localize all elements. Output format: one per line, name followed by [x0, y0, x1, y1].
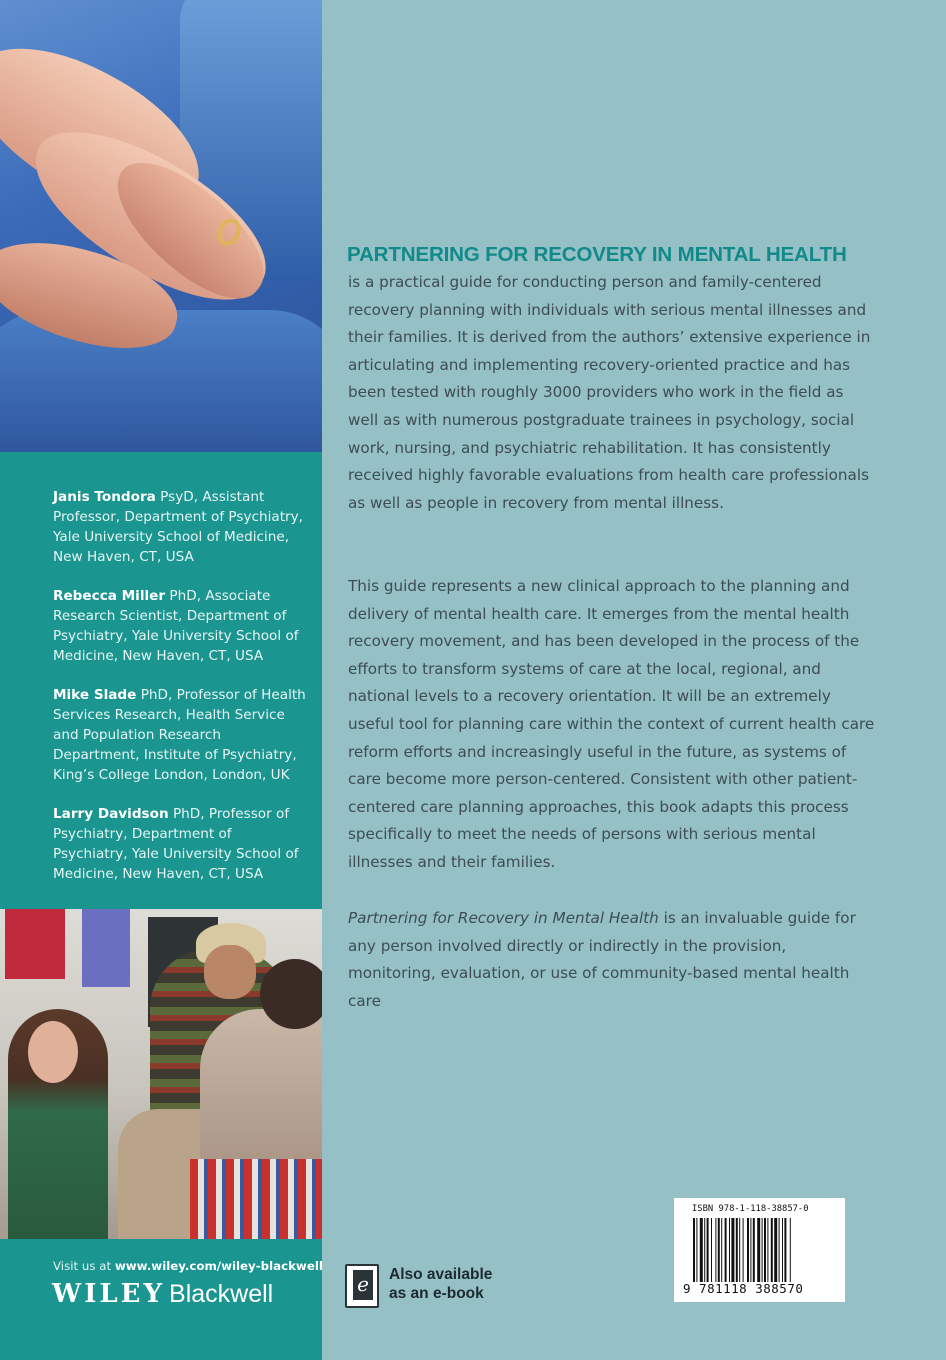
ebook-text [389, 1265, 492, 1303]
ebook-line-2: as an e-book [389, 1285, 484, 1302]
book-title-italic: Partnering for Recovery in Mental Health [348, 909, 659, 927]
author-entry [53, 586, 308, 666]
wiley-blackwell-logo [52, 1279, 273, 1309]
author-bio: PhD, Associate Research Scientist, Department of Psychiatry, Yale University School of Medicine, New Haven, CT, USA [53, 588, 299, 664]
cover-photo-hands [0, 0, 322, 452]
ebook-icon [345, 1264, 379, 1308]
author-bio: PhD, Professor of Health Services Research, Health Service and Population Research Department, Institute of Psychiatry, King’s College London, London, UK [53, 687, 306, 783]
author-bio: PhD, Professor of Psychiatry, Department of Psychiatry, Yale University School of Medicine, New Haven, CT, USA [53, 806, 299, 882]
website-link[interactable]: www.wiley.com/wiley-blackwell [114, 1259, 323, 1273]
isbn-barcode [674, 1198, 845, 1302]
blackwell-wordmark: Blackwell [169, 1280, 274, 1308]
author-name: Rebecca Miller [53, 588, 166, 604]
author-name: Mike Slade [53, 687, 137, 703]
visit-line [53, 1259, 323, 1273]
description-paragraph-1: is a practical guide for conducting person and family-centered recovery planning with individuals with serious mental illnesses and their families. It is derived from the authors’ extensive experience in articulating and implementing recovery-oriented practice and has been tested with roughly 3000 providers who work in the field as well as with numerous postgraduate trainees in psychology, social work, nursing, and psychiatric rehabilitation. It has consistently received highly favorable evaluations from health care professionals as well as people in recovery from mental illness. [348, 273, 871, 512]
author-entry [53, 804, 308, 884]
book-title: PARTNERING FOR RECOVERY IN MENTAL HEALTH [347, 243, 847, 266]
author-entry [53, 487, 308, 567]
author-name: Larry Davidson [53, 806, 169, 822]
ebook-badge [345, 1262, 545, 1310]
author-list [53, 487, 308, 903]
visit-prefix: Visit us at [53, 1259, 115, 1273]
barcode-digits: 9 781118 388570 [683, 1281, 804, 1296]
ebook-line-1: Also available [389, 1266, 493, 1283]
wiley-wordmark: WILEY [52, 1279, 166, 1309]
author-entry [53, 685, 308, 785]
author-bio: PsyD, Assistant Professor, Department of Psychiatry, Yale University School of Medicine, New Haven, CT, USA [53, 489, 303, 565]
cover-photo-group-discussion [0, 909, 322, 1239]
author-name: Janis Tondora [53, 489, 156, 505]
isbn-label: ISBN 978-1-118-38857-0 [692, 1204, 809, 1214]
description-paragraph-3 [348, 905, 876, 1015]
left-column [0, 0, 322, 1360]
barcode-bars [693, 1218, 827, 1282]
paragraph-3-text: is an invaluable guide for any person involved directly or indirectly in the provision, monitoring, evaluation, or use of community-based mental health care [348, 909, 856, 1010]
ebook-glyph: e [353, 1270, 373, 1300]
description-paragraph-2: This guide represents a new clinical approach to the planning and delivery of mental health care. It emerges from the mental health recovery movement, and has been developed in the process of the efforts to transform systems of care at the local, regional, and national levels to a recovery orientation. It will be an extremely useful tool for planning care within the context of current health care reform efforts and increasingly useful in the future, as systems of care become more person-centered. Consistent with other patient-centered care planning approaches, this book adapts this process specifically to meet the needs of persons with serious mental illnesses and their families. [348, 577, 875, 871]
publisher-footer [0, 1239, 322, 1360]
